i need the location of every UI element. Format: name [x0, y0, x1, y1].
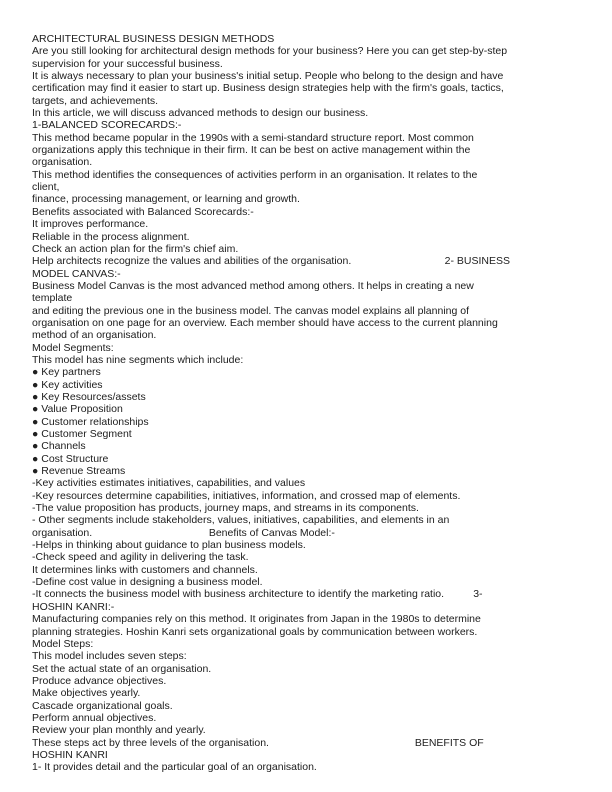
- text-line: ● Key partners: [32, 366, 101, 379]
- text-line: organisation on one page for an overview. Each member should have access to the current planning: [32, 316, 498, 329]
- text-line: ● Channels: [32, 440, 86, 453]
- text-line: Are you still looking for architectural design methods for your business? Here you can get step-by-step: [32, 45, 508, 58]
- text-line: supervision for your successful business.: [32, 57, 223, 70]
- text-line: organizations apply this technique in their firm. It can be best on active management within the: [32, 144, 471, 157]
- text-line: template: [32, 292, 73, 305]
- text-line: planning strategies. Hoshin Kanri sets organizational goals by communication between workers.: [32, 625, 478, 638]
- text-line: ● Customer relationships: [32, 415, 149, 428]
- text-line: This model includes seven steps:: [32, 650, 187, 663]
- text-line: -Check speed and agility in delivering the task.: [32, 551, 249, 564]
- text-line: It determines links with customers and channels.: [32, 563, 258, 576]
- text-line: Produce advance objectives.: [32, 674, 167, 687]
- text-line: This method became popular in the 1990s with a semi-standard structure report. Most common: [32, 131, 474, 144]
- text-line: Perform annual objectives.: [32, 711, 157, 724]
- text-line: finance, processing management, or learning and growth.: [32, 193, 300, 206]
- text-line: -Define cost value in designing a business model.: [32, 576, 263, 589]
- text-line: ● Cost Structure: [32, 452, 109, 465]
- text-line: Business Model Canvas is the most advanced method among others. It helps in creating a new: [32, 279, 474, 292]
- text-line: These steps act by three levels of the organisation. BENEFITS OF: [32, 736, 484, 749]
- text-line: ARCHITECTURAL BUSINESS DESIGN METHODS: [32, 33, 275, 45]
- text-line: ● Customer Segment: [32, 428, 132, 440]
- text-line: This model has nine segments which include:: [32, 353, 244, 366]
- text-line: -Key activities estimates initiatives, capabilities, and values: [32, 477, 306, 490]
- text-line: Check an action plan for the firm's chief aim.: [32, 242, 239, 255]
- text-line: Reliable in the process alignment.: [32, 230, 190, 243]
- text-line: Cascade organizational goals.: [32, 699, 173, 712]
- text-line: organisation.: [32, 156, 93, 169]
- text-line: - Other segments include stakeholders, values, initiatives, capabilities, and elements in an: [32, 514, 450, 527]
- text-line: certification may find it easier to start up. Business design strategies help with the firm's goals, tactics,: [32, 82, 504, 95]
- text-line: organisation. Benefits of Canvas Model:-: [32, 526, 335, 539]
- text-line: Review your plan monthly and yearly.: [32, 724, 206, 737]
- text-line: HOSHIN KANRI: [32, 748, 108, 761]
- document-lines: [32, 33, 580, 774]
- text-line: method of an organisation.: [32, 329, 157, 342]
- text-line: -The value proposition has products, journey maps, and streams in its components.: [32, 502, 419, 515]
- text-line: -It connects the business model with business architecture to identify the marketing ratio. 3-: [32, 588, 483, 601]
- text-line: Benefits associated with Balanced Scorecards:-: [32, 205, 254, 218]
- text-line: Make objectives yearly.: [32, 687, 141, 700]
- text-line: In this article, we will discuss advanced methods to design our business.: [32, 107, 369, 120]
- text-line: 1- It provides detail and the particular goal of an organisation.: [32, 761, 317, 774]
- text-line: client,: [32, 181, 60, 194]
- text-line: It improves performance.: [32, 218, 149, 231]
- text-line: ● Value Proposition: [32, 403, 123, 416]
- text-line: Model Steps:: [32, 637, 94, 650]
- text-line: and editing the previous one in the business model. The canvas model explains all planning of: [32, 304, 470, 317]
- text-line: This method identifies the consequences of activities perform in an organisation. It relates to the: [32, 168, 478, 181]
- text-line: targets, and achievements.: [32, 94, 159, 107]
- text-line: 1-BALANCED SCORECARDS:-: [32, 119, 182, 132]
- text-line: Help architects recognize the values and abilities of the organisation. 2- BUSINESS: [32, 255, 510, 268]
- text-line: Set the actual state of an organisation.: [32, 662, 212, 675]
- text-line: Manufacturing companies rely on this method. It originates from Japan in the 1980s to determine: [32, 613, 481, 626]
- text-line: ● Key activities: [32, 378, 103, 391]
- text-line: ● Key Resources/assets: [32, 390, 146, 403]
- text-line: It is always necessary to plan your business's initial setup. People who belong to the design and have: [32, 70, 504, 83]
- text-line: HOSHIN KANRI:-: [32, 600, 115, 613]
- text-line: MODEL CANVAS:-: [32, 267, 121, 280]
- text-line: -Helps in thinking about guidance to plan business models.: [32, 539, 306, 552]
- text-line: ● Revenue Streams: [32, 465, 126, 478]
- text-line: Model Segments:: [32, 341, 114, 354]
- text-line: -Key resources determine capabilities, initiatives, information, and crossed map of elements.: [32, 489, 461, 502]
